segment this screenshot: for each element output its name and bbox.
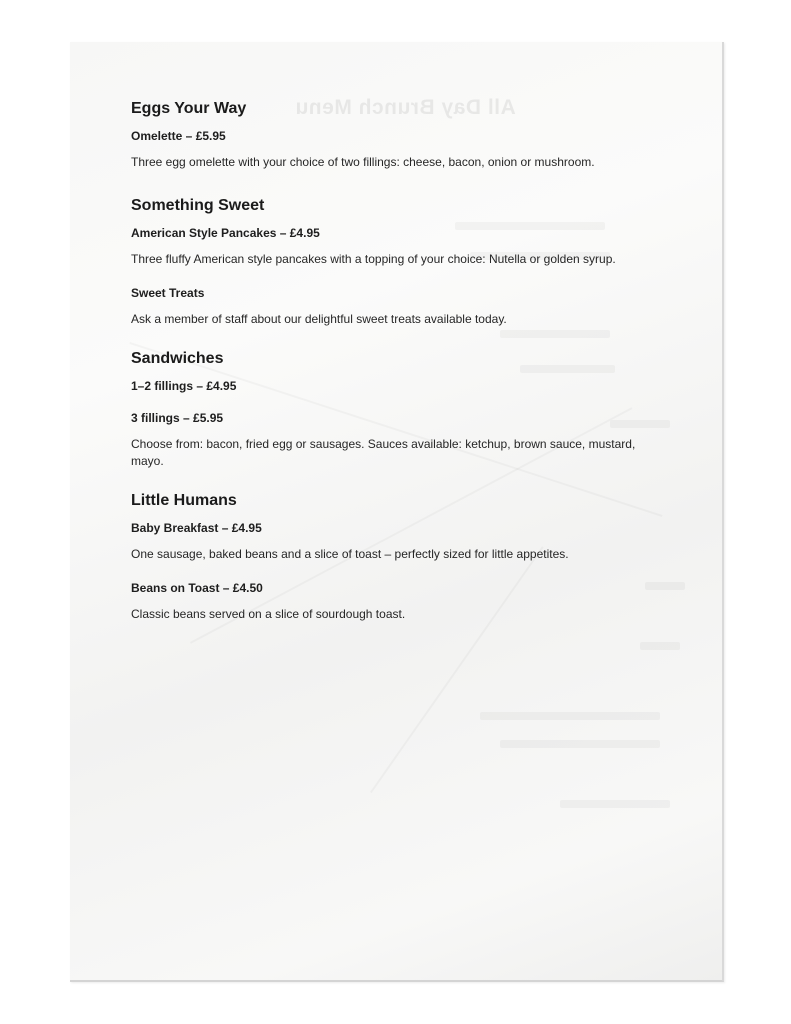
item-description: Choose from: bacon, fried egg or sausages. Sauces available: ketchup, brown sauce, mustard, mayo.: [131, 437, 636, 468]
section-eggs-your-way: [131, 100, 641, 171]
item-description: Three fluffy American style pancakes with a topping of your choice: Nutella or golden syrup.: [131, 252, 616, 266]
section-title: Something Sweet: [131, 197, 265, 214]
section-sandwiches: [131, 350, 641, 470]
section-title: Sandwiches: [131, 350, 224, 367]
item-title: 1–2 fillings – £4.95: [131, 379, 237, 393]
item-description: Classic beans served on a slice of sourdough toast.: [131, 607, 406, 621]
item-description: One sausage, baked beans and a slice of toast – perfectly sized for little appetites.: [131, 547, 569, 561]
section-title: Eggs Your Way: [131, 100, 247, 117]
section-title: Little Humans: [131, 492, 237, 509]
menu-content: [131, 100, 641, 643]
item-description: Three egg omelette with your choice of two fillings: cheese, bacon, onion or mushroom.: [131, 155, 595, 169]
item-description: Ask a member of staff about our delightful sweet treats available today.: [131, 312, 507, 326]
item-title: Omelette – £5.95: [131, 129, 226, 143]
item-title: Sweet Treats: [131, 286, 205, 300]
section-something-sweet: [131, 197, 641, 328]
item-title: Baby Breakfast – £4.95: [131, 521, 262, 535]
item-title: American Style Pancakes – £4.95: [131, 226, 320, 240]
section-little-humans: [131, 492, 641, 623]
item-title: Beans on Toast – £4.50: [131, 581, 263, 595]
show-through-title: All Day Brunch Menu: [295, 96, 516, 119]
item-title: 3 fillings – £5.95: [131, 411, 224, 425]
